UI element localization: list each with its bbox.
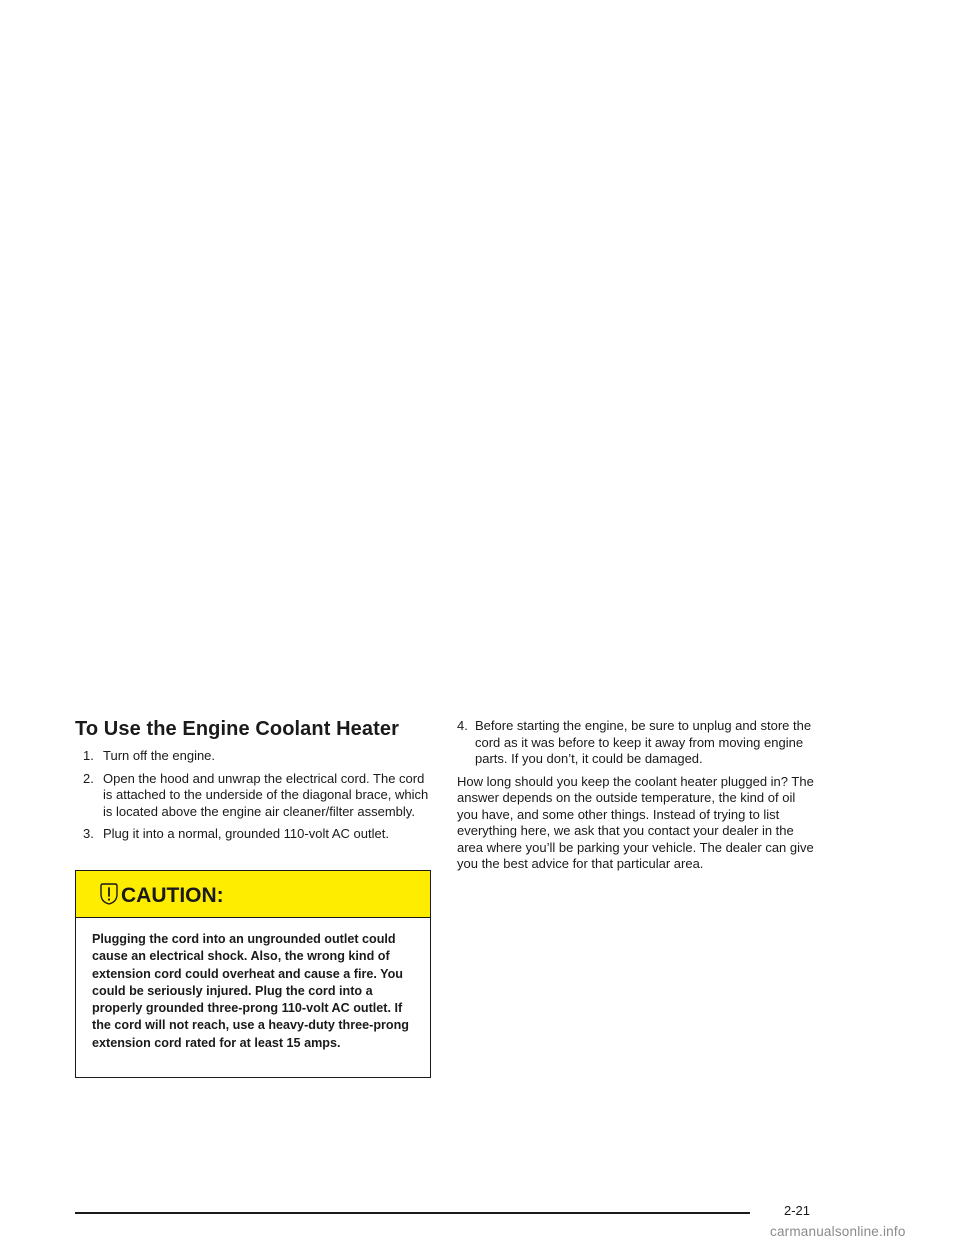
- step-number: 2.: [83, 770, 94, 786]
- step-item: [457, 718, 819, 768]
- caution-text: Plugging the cord into an ungrounded outlet could cause an electrical shock. Also, the wrong kind of extension cord could overheat and cause a fire. You could be seriously injured. Plug the cord into a properly grounded three-prong 110-volt AC outlet. If the cord will not reach, use a heavy-duty three-prong extension cord rated for at least 15 amps.: [92, 932, 410, 1050]
- step-item: [75, 771, 431, 821]
- step-text: Turn off the engine.: [103, 748, 216, 763]
- step-item: [75, 826, 431, 843]
- step-number: 4.: [457, 718, 468, 733]
- section-heading: To Use the Engine Coolant Heater: [75, 718, 399, 740]
- body-paragraph: How long should you keep the coolant heater plugged in? The answer depends on the outside temperature, the kind of oil you have, and some other things. Instead of trying to list everything here, we ask that you contact your dealer in the area where you’ll be parking your vehicle. The dealer can give you the best advice for that particular area.: [457, 773, 814, 871]
- steps-list-right: [457, 718, 819, 768]
- watermark: carmanualsonline.info: [770, 1224, 906, 1239]
- step-text: Open the hood and unwrap the electrical cord. The cord is attached to the underside of the diagonal brace, which is located above the engine air cleaner/filter assembly.: [103, 770, 429, 819]
- caution-box: [75, 870, 431, 1078]
- steps-list-left: [75, 748, 431, 843]
- caution-title: CAUTION:: [121, 884, 224, 907]
- caution-header: [76, 871, 430, 918]
- warning-triangle-icon: [98, 882, 120, 906]
- right-column: [457, 718, 819, 873]
- step-number: 1.: [83, 748, 94, 763]
- step-text: Before starting the engine, be sure to unplug and store the cord as it was before to keep it away from moving engine parts. If you don’t, it could be damaged.: [475, 718, 812, 766]
- footer-rule: [75, 1212, 750, 1214]
- page-number: 2-21: [784, 1203, 811, 1218]
- left-column: [75, 716, 431, 849]
- step-number: 3.: [83, 826, 94, 841]
- step-item: [75, 748, 431, 765]
- step-text: Plug it into a normal, grounded 110-volt AC outlet.: [103, 826, 389, 841]
